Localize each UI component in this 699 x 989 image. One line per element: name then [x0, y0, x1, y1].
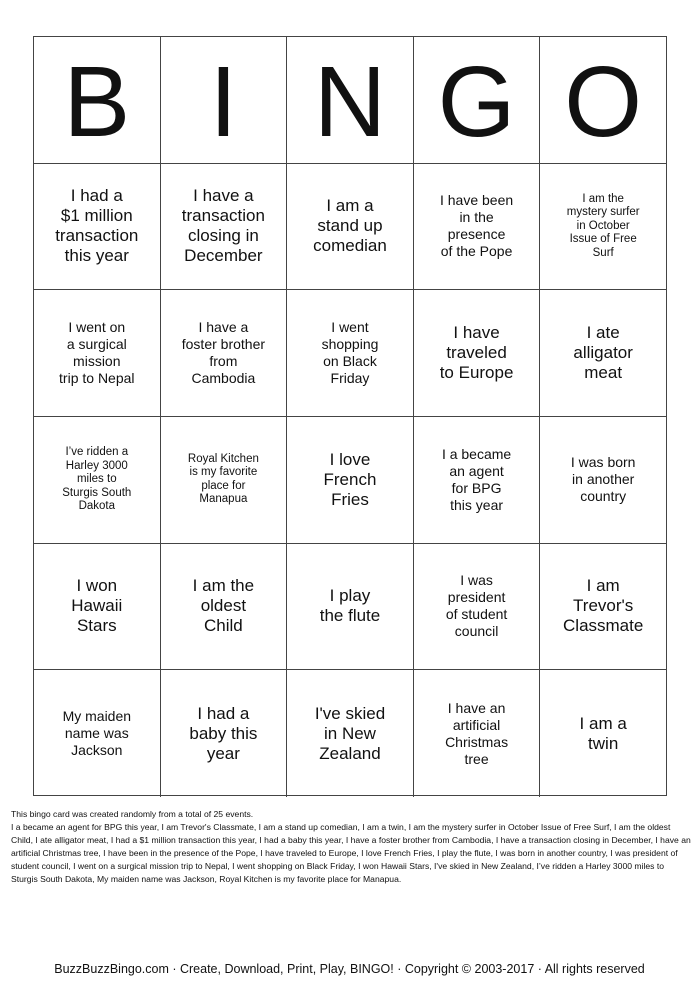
bingo-square[interactable]	[414, 544, 541, 671]
bingo-square-text: I have an artificial Christmas tree	[445, 699, 509, 767]
bingo-square[interactable]	[414, 290, 541, 417]
bingo-square-text: I am the oldest Child	[192, 576, 255, 636]
bingo-square-text: I am Trevor's Classmate	[563, 576, 644, 636]
bingo-square[interactable]	[540, 670, 666, 797]
bingo-square[interactable]	[161, 164, 288, 291]
bingo-square-text: I am the mystery surfer in October Issue of Free Surf	[566, 192, 640, 259]
bingo-square[interactable]	[161, 417, 288, 544]
bingo-square-text: I was born in another country	[570, 454, 636, 505]
bingo-square[interactable]	[161, 290, 288, 417]
bingo-square[interactable]	[287, 670, 414, 797]
bingo-square[interactable]	[540, 290, 666, 417]
bingo-square[interactable]	[414, 670, 541, 797]
bingo-square-text: I have traveled to Europe	[439, 323, 514, 383]
event-list-footnote	[11, 808, 691, 887]
bingo-row	[34, 544, 666, 671]
header-letter-b: B	[34, 37, 161, 164]
bingo-square[interactable]	[161, 544, 288, 671]
bingo-square-text: I have a transaction closing in December	[181, 186, 265, 266]
bingo-square-text: I went shopping on Black Friday	[321, 319, 379, 387]
bingo-square[interactable]	[34, 417, 161, 544]
bingo-square-text: I've skied in New Zealand	[314, 703, 386, 763]
bingo-square-text: I am a twin	[579, 713, 627, 753]
bingo-square-text: I ate alligator meat	[573, 323, 633, 383]
bingo-row	[34, 417, 666, 544]
bingo-square-text: I have a foster brother from Cambodia	[181, 319, 266, 387]
bingo-square[interactable]	[540, 544, 666, 671]
footnote-events: I a became an agent for BPG this year, I am Trevor's Classmate, I am a stand up comedian, I am a twin, I am the mystery surfer in October Issue of Free Surf, I am the oldest Child, I ate alligator meat, I had a $1 million transaction this year, I had a baby this year, I have a foster brother from Cambodia, I have a transaction closing in December, I have an artificial Christmas tree, I have been in the presence of the Pope, I have traveled to Europe, I love French Fries, I play the flute, I was born in another country, I was president of student council, I went on a surgical mission trip to Nepal, I went shopping on Black Friday, I won Hawaii Stars, I've skied in New Zealand, I’ve ridden a Harley 3000 miles to Sturgis South Dakota, My maiden name was Jackson, Royal Kitchen is my favorite place for Manapua.	[11, 822, 691, 885]
bingo-card	[33, 36, 667, 796]
bingo-square[interactable]	[161, 670, 288, 797]
bingo-square[interactable]	[287, 164, 414, 291]
bingo-square-text: I went on a surgical mission trip to Nepal	[59, 319, 135, 387]
bingo-square-text: I had a $1 million transaction this year	[55, 186, 139, 266]
bingo-square[interactable]	[414, 164, 541, 291]
bingo-square-text: I won Hawaii Stars	[71, 576, 123, 636]
bingo-square-text: My maiden name was Jackson	[62, 708, 132, 759]
header-letter-o: O	[540, 37, 666, 164]
bingo-square-text: I am a stand up comedian	[313, 196, 387, 256]
site-footer: BuzzBuzzBingo.com · Create, Download, Print, Play, BINGO! · Copyright © 2003-2017 · All rights reserved	[54, 962, 645, 976]
bingo-row	[34, 670, 666, 797]
bingo-square[interactable]	[540, 164, 666, 291]
header-letter-g: G	[414, 37, 541, 164]
bingo-square[interactable]	[287, 290, 414, 417]
bingo-square[interactable]	[540, 417, 666, 544]
bingo-square[interactable]	[287, 544, 414, 671]
header-letter-n: N	[287, 37, 414, 164]
header-letter-i: I	[161, 37, 288, 164]
bingo-square-text: I play the flute	[319, 586, 381, 626]
footnote-intro: This bingo card was created randomly from a total of 25 events.	[11, 809, 254, 819]
bingo-square[interactable]	[34, 670, 161, 797]
bingo-square[interactable]	[34, 164, 161, 291]
bingo-square-text: Royal Kitchen is my favorite place for Manapua	[187, 452, 259, 506]
bingo-square[interactable]	[34, 544, 161, 671]
bingo-square-text: I had a baby this year	[189, 703, 258, 763]
bingo-row	[34, 290, 666, 417]
bingo-square-text: I was president of student council	[445, 572, 508, 640]
bingo-row	[34, 164, 666, 291]
bingo-square-text: I a became an agent for BPG this year	[441, 445, 512, 513]
bingo-square[interactable]	[414, 417, 541, 544]
bingo-square[interactable]	[287, 417, 414, 544]
bingo-square-text: I have been in the presence of the Pope	[439, 192, 514, 260]
bingo-square-text: I’ve ridden a Harley 3000 miles to Sturgis South Dakota	[62, 446, 132, 513]
bingo-header-row	[34, 37, 666, 164]
bingo-square[interactable]	[34, 290, 161, 417]
bingo-square-text: I love French Fries	[323, 449, 377, 509]
